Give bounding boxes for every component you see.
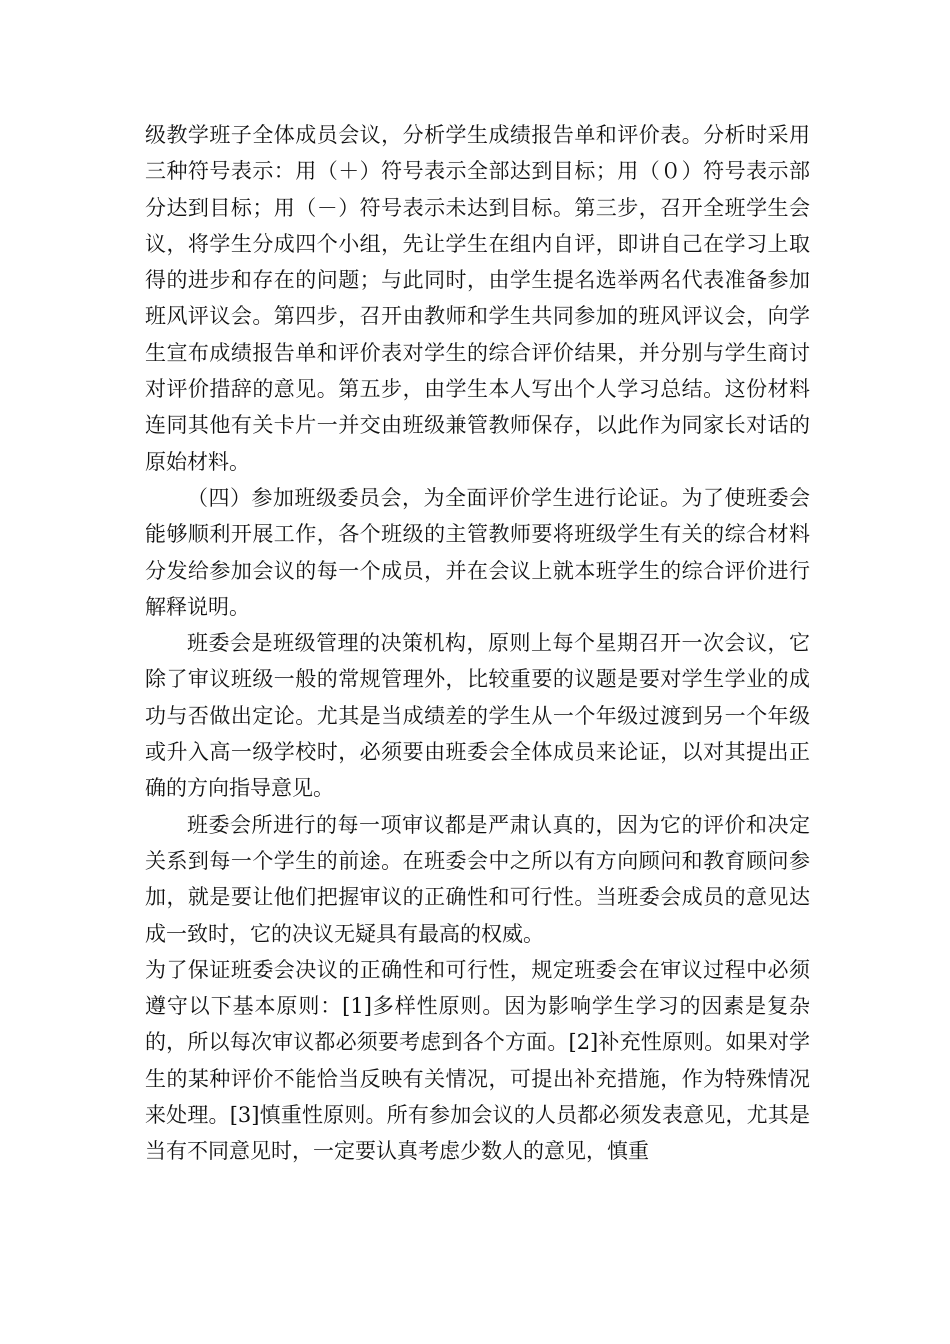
paragraph-section-four: （四）参加班级委员会，为全面评价学生进行论证。为了使班委会能够顺利开展工作，各个班级的主管教师要将班级学生有关的综合材料分发给参加会议的每一个成员，并在会议上就本班学生的综合评价进行解释说明。 <box>145 485 810 619</box>
paragraph-basic-principles: 为了保证班委会决议的正确性和可行性，规定班委会在审议过程中必须遵守以下基本原则：[1]多样性原则。因为影响学生学习的因素是复杂的，所以每次审议都必须要考虑到各个方面。[2]补充性原则。如果对学生的某种评价不能恰当反映有关情况，可提出补充措施，作为特殊情况来处理。[3]慎重性原则。所有参加会议的人员都必须发表意见，尤其是当有不同意见时，一定要认真考虑少数人的意见，慎重 <box>145 957 810 1164</box>
paragraph-continued: 级教学班子全体成员会议，分析学生成绩报告单和评价表。分析时采用三种符号表示：用（＋）符号表示全部达到目标；用（０）符号表示部分达到目标；用（－）符号表示未达到目标。第三步，召开全班学生会议，将学生分成四个小组，先让学生在组内自评，即讲自己在学习上取得的进步和存在的问题；与此同时，由学生提名选举两名代表准备参加班风评议会。第四步，召开由教师和学生共同参加的班风评议会，向学生宣布成绩报告单和评价表对学生的综合评价结果，并分别与学生商讨对评价措辞的意见。第五步，由学生本人写出个人学习总结。这份材料连同其他有关卡片一并交由班级兼管教师保存，以此作为同家长对话的原始材料。 <box>145 123 810 474</box>
document-page <box>145 117 810 1170</box>
paragraph-review-authority: 班委会所进行的每一项审议都是严肃认真的，因为它的评价和决定关系到每一个学生的前途。在班委会中之所以有方向顾问和教育顾问参加，就是要让他们把握审议的正确性和可行性。当班委会成员的意见达成一致时，它的决议无疑具有最高的权威。 <box>145 812 810 946</box>
paragraph-class-committee: 班委会是班级管理的决策机构，原则上每个星期召开一次会议，它除了审议班级一般的常规管理外，比较重要的议题是要对学生学业的成功与否做出定论。尤其是当成绩差的学生从一个年级过渡到另一个年级或升入高一级学校时，必须要由班委会全体成员来论证，以对其提出正确的方向指导意见。 <box>145 631 810 801</box>
